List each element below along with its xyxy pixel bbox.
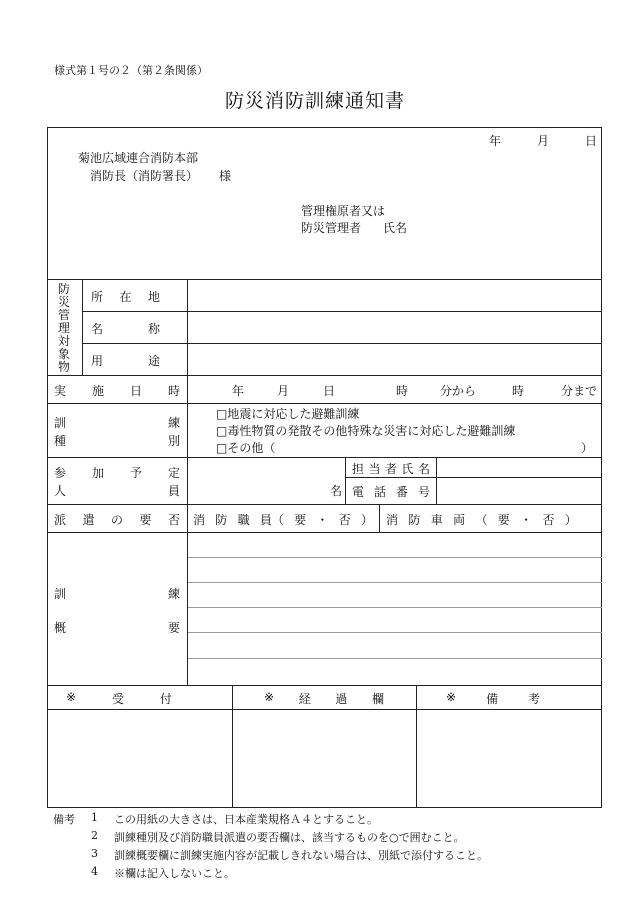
drill-type-label-top: 訓 練	[54, 416, 180, 430]
note-num-3: 3	[91, 847, 98, 860]
date-row-label: 実 施 日 時	[54, 384, 180, 398]
addressee-honorific: 様	[219, 169, 232, 183]
note-num-2: 2	[91, 829, 98, 842]
addressee-title: 消防長（消防署長）	[90, 169, 199, 183]
phone-label: 電 話 番 号	[352, 485, 430, 499]
target-address-label: 所 在 地	[91, 290, 160, 304]
date-field-year: 年	[232, 384, 245, 398]
page-title: 防災消防訓練通知書	[224, 90, 405, 112]
contact-name-field[interactable]	[437, 458, 601, 476]
target-use-field[interactable]	[188, 344, 601, 374]
target-address-field[interactable]	[188, 280, 601, 310]
target-use-label: 用 途	[91, 354, 160, 368]
target-name-field[interactable]	[188, 312, 601, 342]
note-text-4: ※欄は記入しないこと。	[114, 867, 235, 880]
drill-type-other-close-paren: ）	[581, 441, 594, 455]
participants-label-bottom: 人 員	[54, 484, 180, 498]
note-text-2: 訓練種別及び消防職員派遣の要否欄は、該当するものを○で囲むこと。	[114, 831, 465, 844]
date-field-day: 日	[323, 384, 336, 398]
notes-heading: 備考	[53, 813, 75, 826]
manager-label-2: 防災管理者	[301, 221, 362, 235]
dispatch-staff-option[interactable]: 消 防 職 員（ 要 ・ 否 ）	[193, 513, 373, 527]
date-field-minute-start: 分から	[440, 384, 477, 398]
date-field-hour-start: 時	[396, 384, 409, 398]
note-num-1: 1	[91, 811, 98, 824]
dispatch-vehicle-option[interactable]: 消 防 車 両 （ 要 ・ 否 ）	[386, 513, 577, 527]
manager-label-1: 管理権原者又は	[301, 204, 386, 218]
form-number: 様式第１号の２（第２条関係）	[54, 64, 208, 77]
dispatch-label: 派 遣 の 要 否	[54, 513, 180, 527]
date-field-minute-end: 分まで	[561, 384, 598, 398]
target-name-label: 名 称	[91, 322, 160, 336]
note-text-3: 訓練概要欄に訓練実施内容が記載しきれない場合は、別紙で添付すること。	[114, 849, 488, 862]
note-num-4: 4	[91, 865, 98, 878]
contact-name-label: 担 当 者 氏 名	[352, 462, 430, 476]
progress-label: ※ 経 過 欄	[264, 690, 384, 706]
note-text-1: この用紙の大きさは、日本産業規格Ａ４とすること。	[114, 813, 378, 826]
participants-label-top: 参 加 予 定	[54, 466, 180, 480]
summary-label-bottom: 概 要	[54, 621, 180, 635]
drill-type-option-other[interactable]: □その他（	[216, 441, 276, 455]
addressee-org: 菊池広域連合消防本部	[78, 151, 199, 165]
target-object-vertical-label: 防 災 管 理 対 象 物	[57, 282, 70, 374]
drill-type-option-earthquake[interactable]: □地震に対応した避難訓練	[216, 407, 360, 421]
date-field-hour-end: 時	[512, 384, 525, 398]
remarks-label: ※ 備 考	[446, 690, 540, 706]
date-day-label: 日	[585, 134, 598, 148]
participants-count-field[interactable]	[188, 458, 344, 503]
participants-unit: 名	[330, 484, 343, 498]
reception-label: ※ 受 付	[66, 690, 172, 706]
summary-field[interactable]	[188, 533, 601, 684]
phone-field[interactable]	[437, 478, 601, 503]
date-year-label: 年	[489, 134, 502, 148]
drill-type-option-toxic[interactable]: □毒性物質の発散その他特殊な災害に対応した避難訓練	[216, 424, 516, 438]
drill-type-label-bottom: 種 別	[54, 434, 180, 448]
date-month-label: 月	[537, 134, 550, 148]
date-field-month: 月	[277, 384, 290, 398]
summary-label-top: 訓 練	[54, 587, 180, 601]
manager-name-label: 氏名	[383, 221, 408, 235]
